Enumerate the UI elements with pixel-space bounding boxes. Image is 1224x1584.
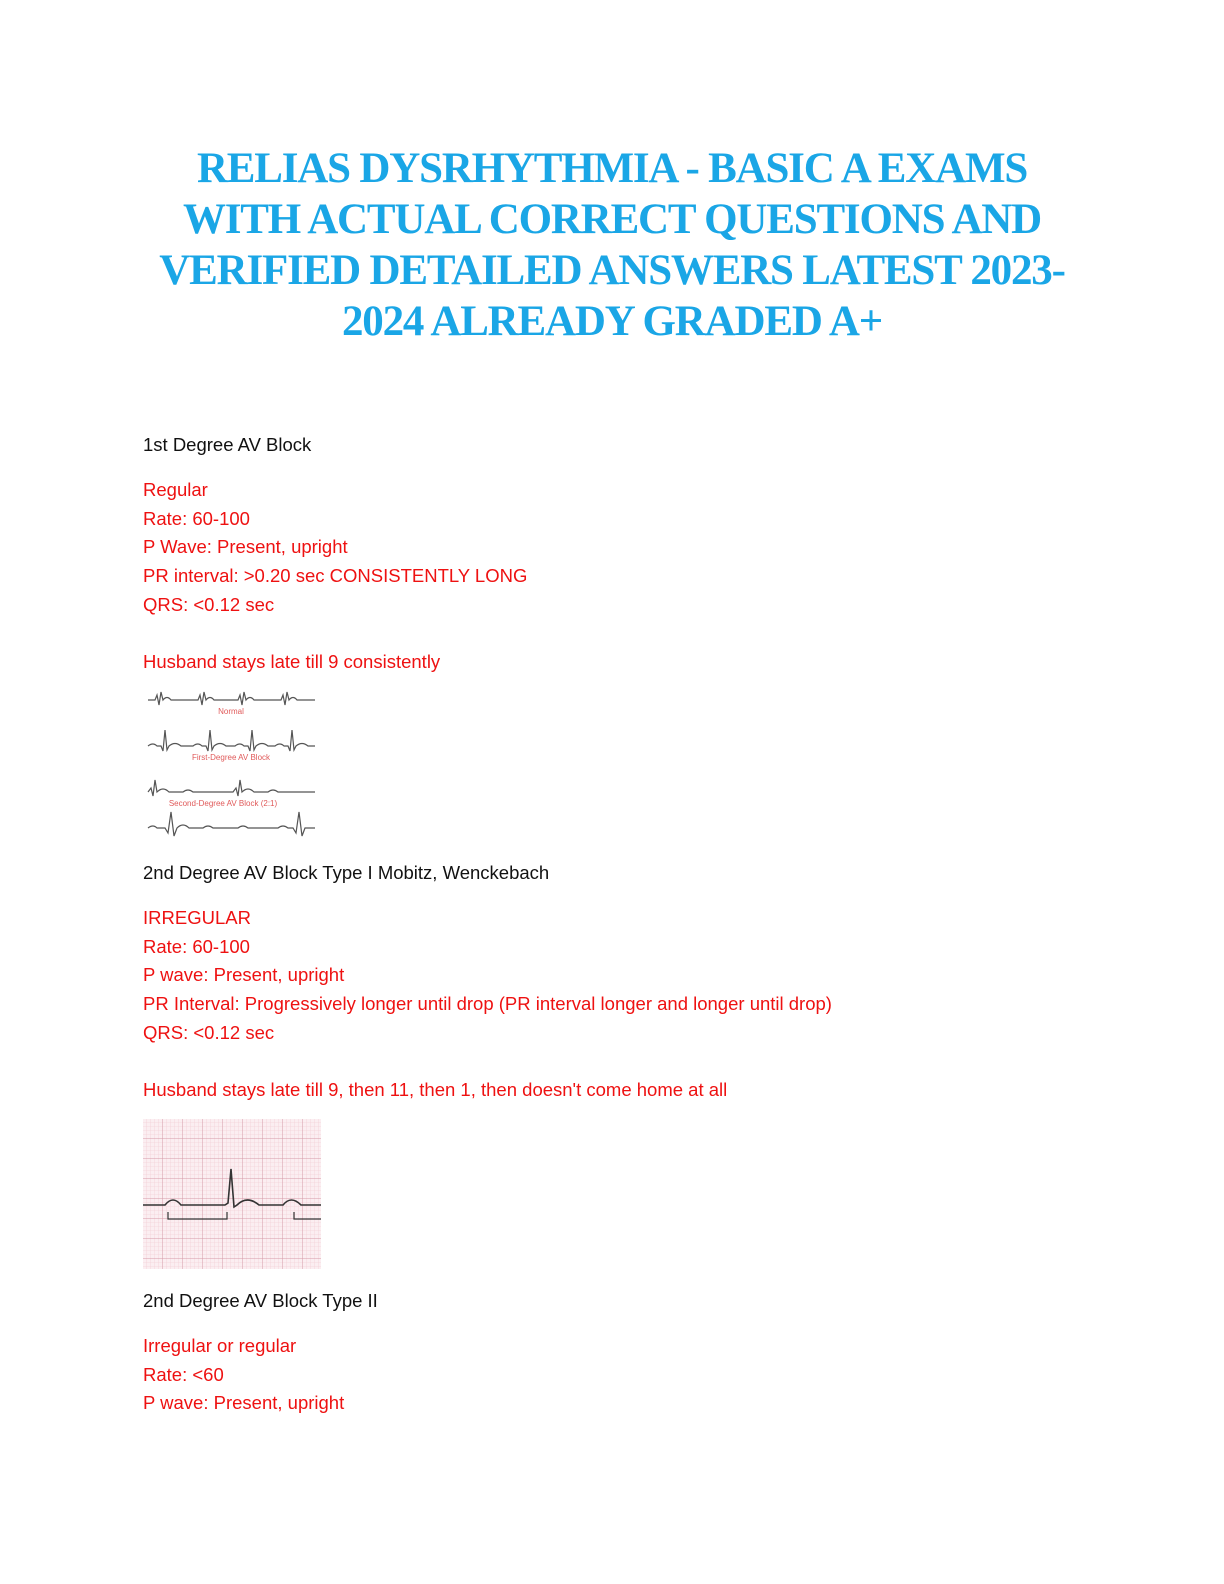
ecg-strip-normal — [148, 692, 315, 705]
ecg-strip-second-degree — [148, 780, 315, 796]
detail-line: Rate: 60-100 — [143, 507, 250, 529]
ecg-grid-figure — [143, 1119, 321, 1269]
ecg-label-normal: Normal — [218, 707, 244, 716]
detail-line: Irregular or regular — [143, 1335, 297, 1356]
title-line: RELIAS DYSRHYTHMIA - BASIC A EXAMS — [196, 145, 1028, 192]
detail-line: P wave: Present, upright — [143, 1392, 345, 1414]
section-details-first-degree — [143, 476, 527, 620]
ecg-comparison-figure — [143, 688, 321, 840]
detail-line: IRREGULAR — [143, 907, 251, 928]
document-title — [100, 143, 1124, 347]
detail-line: Rate: 60-100 — [143, 935, 250, 957]
detail-line: PR Interval: Progressively longer until drop (PR interval longer and longer until drop) — [143, 993, 832, 1015]
ecg-label-first-degree: First-Degree AV Block — [191, 753, 271, 762]
title-line: VERIFIED DETAILED ANSWERS LATEST 2023- — [159, 247, 1065, 294]
title-line: WITH ACTUAL CORRECT QUESTIONS AND — [182, 196, 1042, 243]
section-details-mobitz-two — [143, 1332, 344, 1418]
section-heading-mobitz-two: 2nd Degree AV Block Type II — [143, 1290, 378, 1311]
section-heading-mobitz-one: 2nd Degree AV Block Type I Mobitz, Wenckebach — [143, 862, 550, 883]
section-details-mobitz-one — [143, 904, 832, 1048]
detail-line: QRS: <0.12 sec — [143, 593, 275, 615]
detail-line: QRS: <0.12 sec — [143, 1021, 275, 1043]
section-heading-first-degree: 1st Degree AV Block — [143, 434, 312, 455]
ecg-label-second-degree: Second-Degree AV Block (2:1) — [168, 799, 278, 808]
title-line: 2024 ALREADY GRADED A+ — [341, 298, 883, 345]
ecg-strip-bottom — [148, 812, 315, 836]
detail-line: PR interval: >0.20 sec CONSISTENTLY LONG — [143, 565, 528, 587]
ecg-strip-first-degree — [148, 730, 315, 751]
mnemonic-first-degree: Husband stays late till 9 consistently — [143, 651, 441, 672]
detail-line: Rate: <60 — [143, 1363, 224, 1385]
ecg-grid-lines — [143, 1119, 321, 1269]
mnemonic-mobitz-one: Husband stays late till 9, then 11, then 1, then doesn't come home at all — [143, 1079, 728, 1100]
detail-line: Regular — [143, 479, 208, 500]
detail-line: P Wave: Present, upright — [143, 536, 348, 558]
detail-line: P wave: Present, upright — [143, 964, 345, 986]
